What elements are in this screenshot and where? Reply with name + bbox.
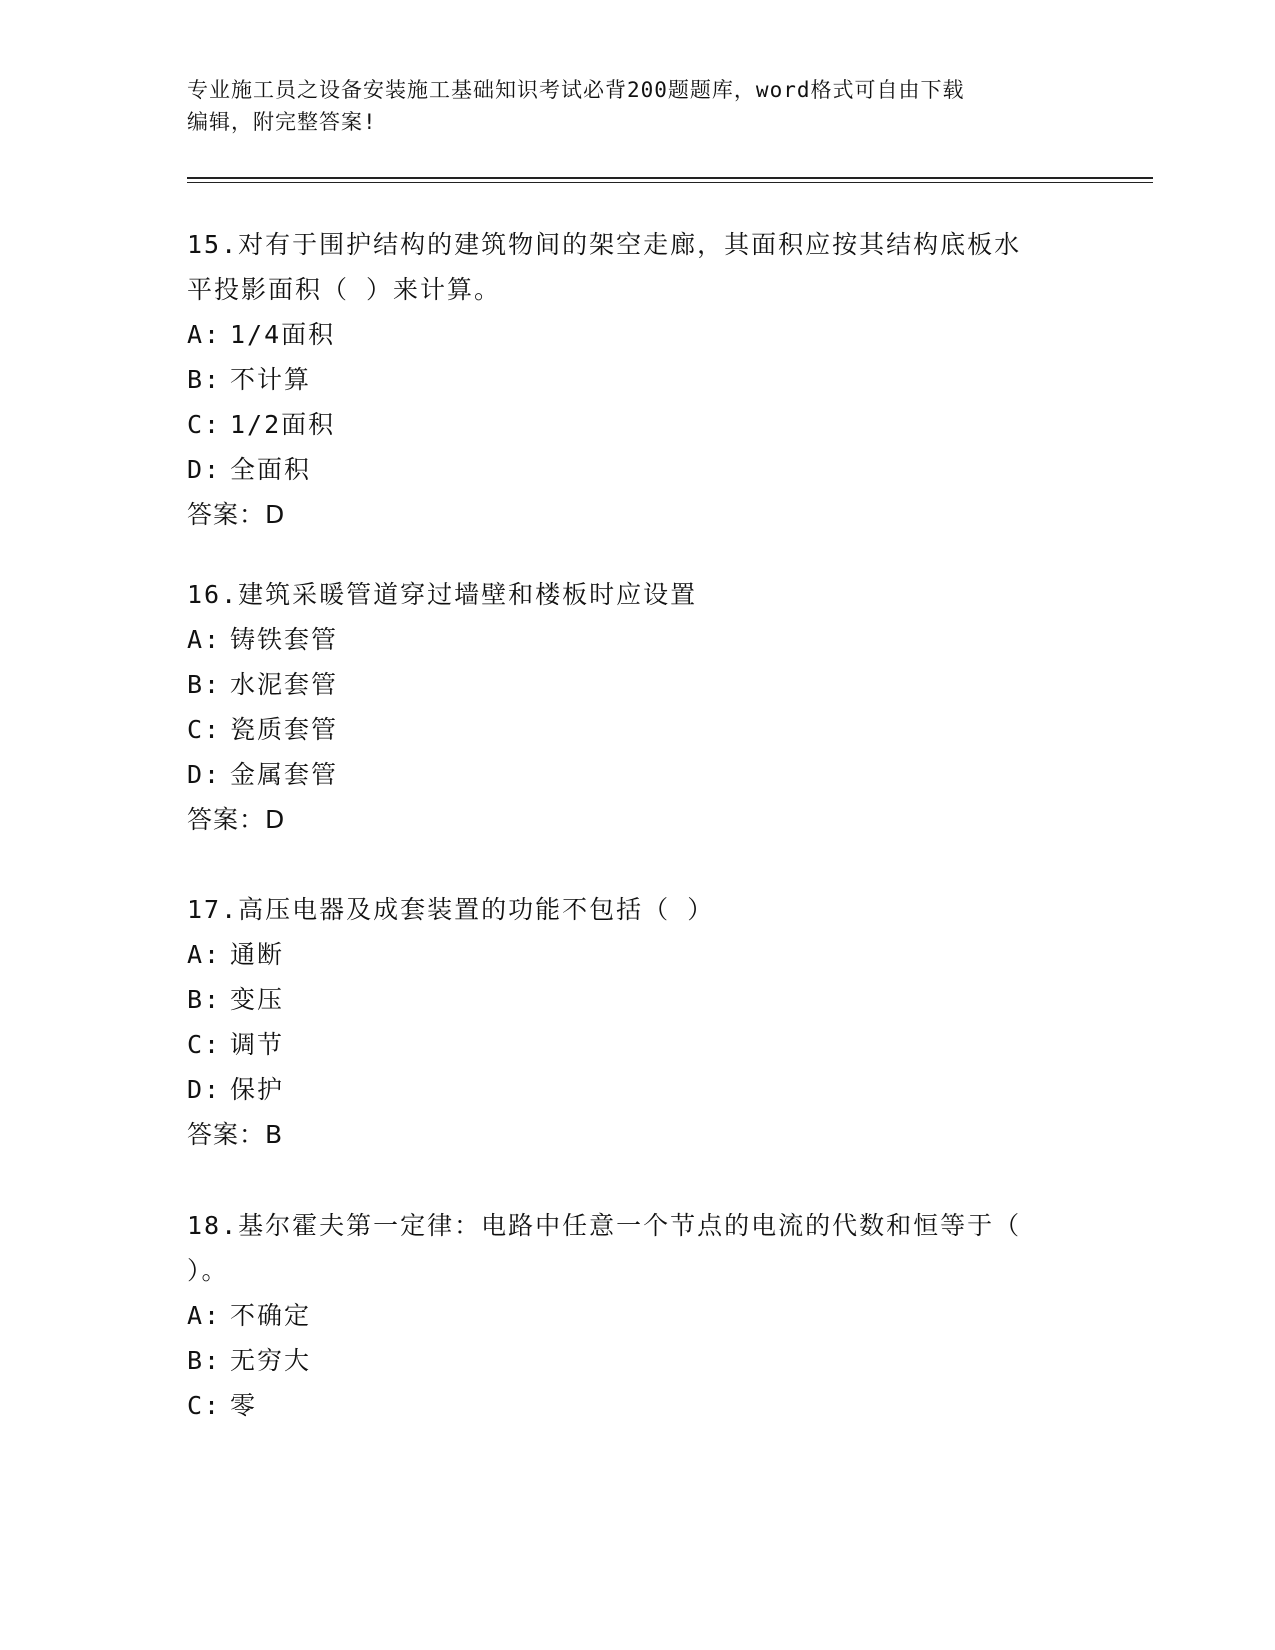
- answer-value: D: [265, 500, 286, 529]
- option-d: D: 金属套管: [187, 760, 339, 789]
- option-c: C: 瓷质套管: [187, 715, 339, 744]
- option-a: A: 不确定: [187, 1301, 312, 1330]
- option-a: A: 铸铁套管: [187, 625, 339, 654]
- header-line-1: 专业施工员之设备安装施工基础知识考试必背200题题库，word格式可自由下载: [187, 78, 965, 102]
- answer-line: 答案：D: [187, 500, 286, 529]
- option-c: C: 调节: [187, 1030, 285, 1059]
- question-18: [187, 1203, 1087, 1428]
- answer-value: D: [265, 805, 286, 834]
- question-16: [187, 572, 1087, 842]
- answer-line: 答案：D: [187, 805, 286, 834]
- option-c: C: 零: [187, 1391, 258, 1420]
- header-divider-thin: [187, 182, 1153, 183]
- option-a: A: 通断: [187, 940, 285, 969]
- option-c: C: 1/2面积: [187, 410, 336, 439]
- option-a: A: 1/4面积: [187, 320, 336, 349]
- header-divider: [187, 177, 1153, 179]
- question-17: [187, 887, 1087, 1157]
- answer-value: B: [265, 1120, 284, 1149]
- question-stem: 17.高压电器及成套装置的功能不包括（ ）: [187, 895, 715, 924]
- question-15: [187, 222, 1087, 537]
- document-header: [187, 74, 1067, 138]
- option-b: B: 变压: [187, 985, 285, 1014]
- option-d: D: 保护: [187, 1075, 285, 1104]
- question-stem: 16.建筑采暖管道穿过墙壁和楼板时应设置: [187, 580, 698, 609]
- question-stem: 15.对有于围护结构的建筑物间的架空走廊，其面积应按其结构底板水 平投影面积（ ）来计算。: [187, 230, 1022, 304]
- option-d: D: 全面积: [187, 455, 312, 484]
- option-b: B: 不计算: [187, 365, 312, 394]
- option-b: B: 无穷大: [187, 1346, 312, 1375]
- question-stem: 18.基尔霍夫第一定律：电路中任意一个节点的电流的代数和恒等于（ ）。: [187, 1211, 1022, 1285]
- answer-line: 答案：B: [187, 1120, 284, 1149]
- header-line-2: 编辑，附完整答案!: [187, 110, 377, 134]
- option-b: B: 水泥套管: [187, 670, 339, 699]
